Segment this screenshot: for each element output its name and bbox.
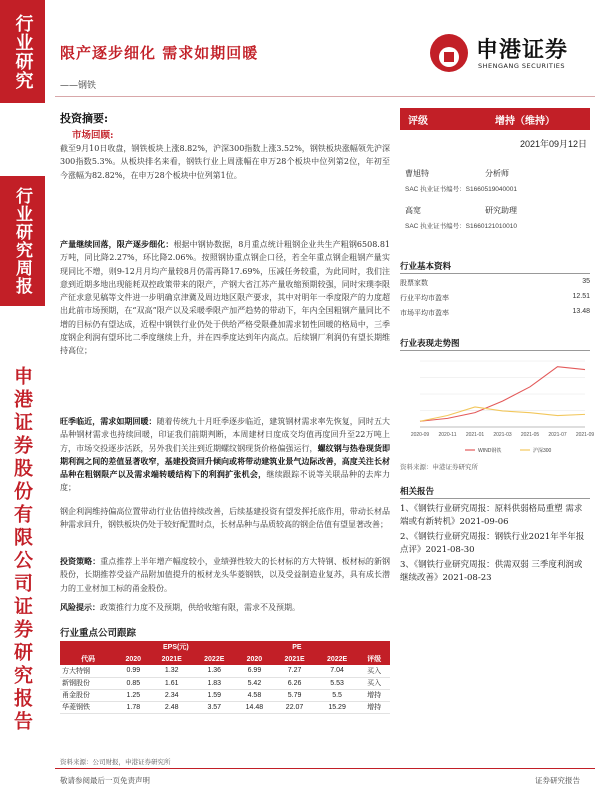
trend-rule (400, 350, 590, 351)
table-header: 2022E (316, 653, 359, 665)
table-source-note: 资料来源：公司财报，申港证券研究所 (60, 758, 171, 766)
table-header: 2022E (193, 653, 236, 665)
footer-report-type: 证券研究报告 (535, 776, 580, 785)
report-date: 2021年09月12日 (520, 139, 588, 149)
page-title: 限产逐步细化 需求如期回暖 (60, 44, 259, 62)
paragraph-valuation: 钢企利润维持偏高位置带动行业估值持续改善，后续基建投资有望发挥托底作用，带动长材品种需求回升，钢铁板块仍处于较好配置时点，长材品种与品质较高的钢企估值有望显著改善； (60, 507, 390, 530)
left-band (0, 0, 45, 800)
analyst1-cert: SAC 执业证书编号：S1660519040001 (405, 186, 518, 193)
trend-heading: 行业表现走势图 (400, 339, 460, 349)
table-title: 行业重点公司跟踪 (60, 628, 137, 639)
table-header: 代码 (60, 653, 116, 665)
x-tick-label: 2020-11 (438, 432, 457, 438)
footer-divider (55, 768, 595, 769)
analyst1-role: 分析师 (485, 169, 509, 178)
related-report-1[interactable]: 1、《钢铁行业研究周报：原料供弱格局重塑 需求端或有新转机》2021-09-06 (400, 504, 583, 527)
logo-mark-icon (430, 34, 468, 72)
band-company-name: 申港证券股份有限公司证券研究报告 (0, 366, 45, 800)
paragraph-risk (60, 601, 390, 614)
x-tick-label: 2021-03 (493, 432, 512, 438)
paragraph-production-tail: 后续钢厂利润仍有望长期维持高位； (60, 333, 391, 356)
basic-info-rule (400, 273, 590, 274)
paragraph-demand-body: 随着传统九十月旺季逐步临近，建筑钢材需求率先恢复，同时五大品种钢材需求也持续回暖，印证我们前期判断，本周建材日度成交均值再度回升至22万吨上方，市场交投逐步活跃，另外我们关注到近期螺纹钢现货价格偏强运行， (60, 417, 391, 453)
market-review-text: 截至9月10日收盘，钢铁板块上涨8.82%，沪深300指数上涨3.52%，钢铁板块涨幅领先沪深300指数5.3%。从板块排名来看，钢铁行业上周涨幅在申万28个板块中位列第2位，年初至今涨幅为82.82%，在申万28个板块中位列第1位。 (60, 144, 390, 180)
basic-info-heading: 行业基本资料 (400, 262, 452, 272)
key-company-table (60, 641, 390, 714)
table-header: 2021E (273, 653, 316, 665)
table-header: 评级 (358, 653, 390, 665)
logo-subtext: SHENGANG SECURITIES (478, 62, 566, 70)
band-industry-research: 行业研究 (0, 0, 45, 103)
related-rule (400, 498, 590, 499)
analyst2-name: 高宽 (405, 206, 421, 215)
x-tick-label: 2021-05 (520, 432, 540, 438)
related-report-2[interactable]: 2、《钢铁行业研究周报：钢铁行业2021年半年报点评》2021-08-30 (400, 532, 585, 555)
table-header: 2020 (236, 653, 274, 665)
risk-body: 政策推行力度不及预期，供给收缩有限，需求不及预期。 (100, 603, 300, 612)
table-header: 2021E (150, 653, 193, 665)
basic-row: 行业平均市盈率 12.51 (400, 293, 590, 302)
paragraph-demand-bold: 螺纹钢与热卷现货即期利润之间的差值显著收窄，基建投资回升倾向或将带动建筑业景气边际改善，高度关注长材品种在粗钢限产以及需求端转暖结构下的利润扩张机会， (60, 442, 391, 480)
legend-label: 沪深300 (533, 448, 552, 454)
chart-source-note: 资料来源：申港证券研究所 (400, 463, 478, 471)
analyst2-cert: SAC 执业证书编号：S1660121010010 (405, 223, 518, 230)
company-logo (430, 30, 590, 76)
basic-row: 股票家数 35 (400, 278, 590, 287)
analyst1-name: 曹旭特 (405, 169, 429, 178)
footer-disclaimer[interactable]: 敬请参阅最后一页免责声明 (60, 776, 150, 785)
paragraph-strategy (60, 555, 390, 595)
legend-label: WIND钢铁 (478, 448, 502, 454)
risk-label: 风险提示： (60, 602, 100, 612)
paragraph-production-label: 产量继续回落，限产逐步细化： (60, 239, 174, 249)
strategy-label: 投资策略： (60, 556, 101, 566)
rating-bar (400, 108, 590, 130)
paragraph-production-body: 根据中钢协数据，8月重点统计粗钢企业共生产粗钢6508.81万吨，同比降2.27%，环比降2.06%。按照钢协重点钢企口径，若全年重点钢企粗钢产量实现同比不增，则9-12月月均产量较8月仍需再降17.69%，压减任务较重，为此同时，我们注意到近期多地出现能耗双控政策带来的限产，产钢大省江苏产量收缩预期较强，同时宋璞李限产征求意见稿等文件进一步明确京津冀及周边地区限产要求，其中对明年一季度限产的力度超出此前市场预期，在“双高”限产以及采暖季限产加严趋势的带动下，年内全国粗钢产量同比不增的目标仍有望达成，近程中钢铁行业仍处于供给严格受限叠加需求韧性回暖的格局中，三季度钢企利润有望环比二季度继续上升，并在四季度达到年内高点。 (60, 240, 391, 343)
table-header-corner (60, 641, 116, 653)
related-report-3[interactable]: 3、《钢铁行业研究周报：供需双弱 三季度利润或继续改善》2021-08-23 (400, 560, 583, 583)
paragraph-demand-tail: 继续跟踪不说等关联品种的去库力度； (60, 470, 391, 493)
summary-heading: 投资摘要: (60, 112, 109, 125)
band-weekly-report: 行业研究周报 (0, 176, 45, 306)
analyst2-role: 研究助理 (485, 206, 517, 215)
x-tick-label: 2020-09 (410, 432, 430, 438)
table-row: 方大特钢 0.99 1.32 1.36 6.99 7.27 7.04 买入 (60, 665, 390, 677)
rating-label: 评级 (408, 116, 428, 127)
x-tick-label: 2021-01 (465, 432, 485, 438)
paragraph-production (60, 238, 390, 358)
basic-row: 市场平均市盈率 13.48 (400, 308, 590, 317)
page-subtitle: ——钢铁 (60, 81, 97, 91)
table-header-blank (358, 641, 390, 653)
logo-text: 申港证券 (476, 38, 569, 63)
x-tick-label: 2021-07 (548, 432, 567, 438)
related-heading: 相关报告 (400, 487, 435, 497)
header-divider (55, 96, 595, 97)
table-header-eps: EPS(元) (116, 641, 235, 653)
rating-value: 增持（维持） (495, 116, 555, 127)
table-header-pe: PE (236, 641, 359, 653)
paragraph-demand (60, 415, 390, 495)
x-tick-label: 2021-09 (575, 432, 595, 438)
strategy-body: 重点推荐上半年增产幅度较小，业绩弹性较大的长材标的方大特钢、板材标的新钢股份，长期推荐受益产品附加值提升的板材龙头华菱钢铁，以及受益制造业复苏，具有成长潜力的工业材加工标的甬金股份。 (60, 557, 390, 593)
table-row: 华菱钢铁 1.78 2.48 3.57 14.48 22.07 15.29 增持 (60, 701, 390, 713)
table-row: 甬金股份 1.25 2.34 1.59 4.58 5.79 5.5 增持 (60, 689, 390, 701)
trend-chart (400, 355, 595, 460)
table-row: 新钢股份 0.85 1.61 1.83 5.42 6.26 5.53 买入 (60, 677, 390, 689)
table-header: 2020 (116, 653, 150, 665)
paragraph-demand-label: 旺季临近，需求如期回暖： (60, 416, 157, 426)
market-review-heading: 市场回顾: (72, 130, 114, 141)
